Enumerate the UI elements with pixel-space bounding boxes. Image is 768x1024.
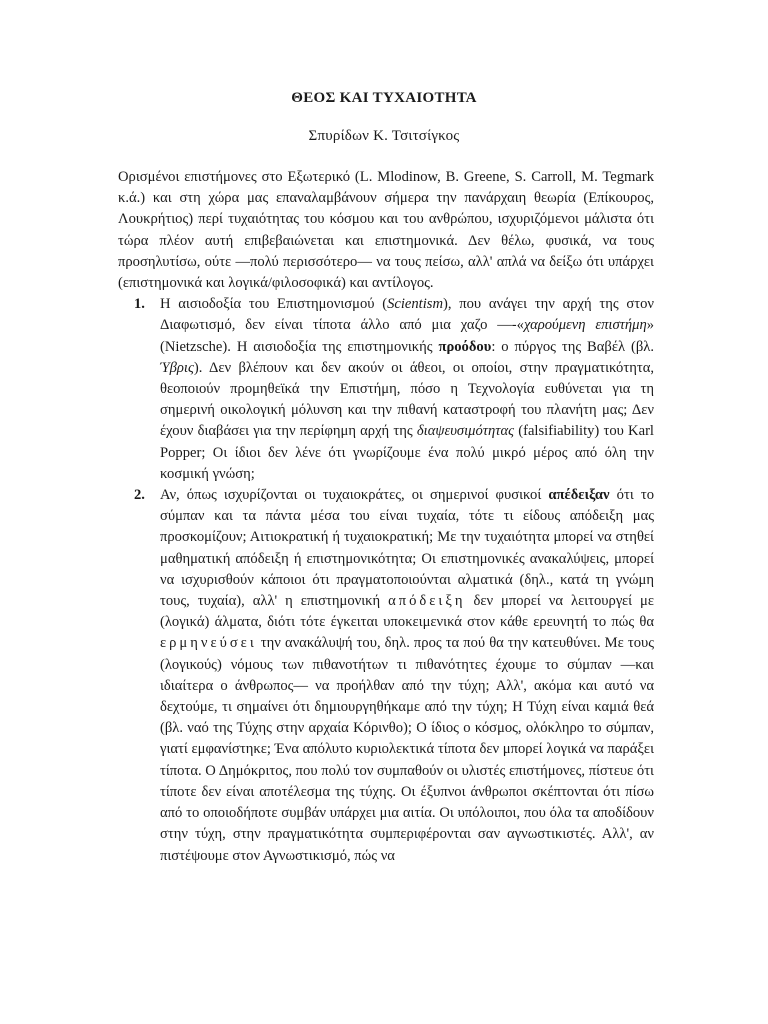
- interpret-spaced-term: ερμηνεύσει: [160, 635, 257, 652]
- point-2-text: την ανακάλυψή του, δηλ. προς τα πού θα την κατευθύνει. Με τους (λογικούς) νόμους των πιθανοτήτων τι πιθανότητες έχουμε το σύμπαν —και ιδιαίτερα ο άνθρωπος— να προήλθαν από την τύχη; Αλλ', ακόμα και αυτό να δεχτούμε, τι σημαίνει ότι δημιουργηθήκαμε από την τύχη; Η Τύχη είναι καμιά θεά (βλ. ναό της Τύχης στην αρχαία Κόρινθο); Ο ίδιος ο κόσμος, ολόκληρο το σύμπαν, γιατί εμφανίστηκε; Ένα απόλυτο κυριολεκτικά τίποτα δεν μπορεί λογικά να παράξει τίποτα. Ο Δημόκριτος, που πολύ τον συμπαθούν οι υλιστές επιστήμονες, πίστευε ότι τίποτε δεν είναι αποτέλεσμα της τύχης. Οι έξυπνοι άνθρωποι σκέπτονται ότι πίσω από το οποιοδήποτε συμβάν υπάρχει μια αιτία. Οι υπόλοιποι, που όλα τα αποδίδουν στην τύχη, στην πραγματικότητα συμπεριφέρονται σαν αγνωστικιστές. Αλλ', αν πιστέψουμε στον Αγνωστικισμό, πώς να: [160, 635, 654, 864]
- intro-paragraph: Ορισμένοι επιστήμονες στο Εξωτερικό (L. Mlodinow, B. Greene, S. Carroll, M. Tegmark κ.ά.) και στη χώρα μας επαναλαμβάνουν σήμερα την πανάρχαιη θεωρία (Επίκουρος, Λουκρήτιος) περί τυχαιότητας του κόσμου και του ανθρώπου, ισχυριζόμενοι μάλιστα ότι τώρα πλέον αυτή επιβεβαιώνεται και επιστημονικά. Δεν θέλω, φυσικά, να τους προσηλυτίσω, ούτε —πολύ περισσότερο— να τους πείσω, αλλ' απλά να δείξω ότι υπάρχει (επιστημονικά και λογικά/φιλοσοφικά) και αντίλογος.: [118, 169, 654, 292]
- numbered-points: [118, 294, 654, 866]
- scientism-term: Scientism: [387, 296, 444, 313]
- point-2-text: Αν, όπως ισχυρίζονται οι τυχαιοκράτες, οι σημερινοί φυσικοί: [160, 487, 549, 504]
- point-1-text: (falsifiability) του Karl Popper; Οι ίδιοι δεν λένε ότι γνωρίζουμε ένα πολύ μικρό μέρος από όλη την κοσμική γνώση;: [160, 423, 654, 482]
- point-1-text: Η αισιοδοξία του Επιστημονισμού (: [160, 296, 388, 313]
- point-2: [118, 485, 654, 867]
- point-1-text: ), που ανάγει την αρχή της στον Διαφωτισμό, δεν είναι τίποτα άλλο από μια χαζο —-«: [160, 296, 654, 334]
- progress-term: προόδου: [438, 338, 492, 355]
- point-2-text: δεν μπορεί να λειτουργεί με (λογικά) άλματα, διότι τότε έγκειται υποκειμενικά στον κάθε ερευνητή το πώς θα: [160, 593, 654, 631]
- point-number: 1.: [134, 296, 145, 313]
- point-1-text: » (Nietzsche). Η αισιοδοξία της επιστημονικής: [160, 317, 654, 355]
- point-1-text: ). Δεν βλέπουν και δεν ακούν οι άθεοι, οι οποίοι, στην πραγματικότητα, θεοποιούν προμηθεϊκά την Επιστήμη, πόσο η Τεχνολογία ευθύνεται για τη σημερινή οικολογική μόλυνση και την πιθανή καταστροφή του πλανήτη μας; Δεν έχουν διαβάσει για την περίφημη αρχή της: [160, 359, 654, 440]
- author-name: Σπυρίδων Κ. Τσιτσίγκος: [308, 128, 460, 144]
- proved-term: απέδειξαν: [548, 487, 610, 504]
- point-number: 2.: [134, 487, 145, 504]
- proof-spaced-term: απόδειξη: [388, 593, 466, 610]
- hybris-term: Ύβρις: [160, 359, 194, 376]
- article-body: [118, 167, 654, 867]
- falsifiability-term: διαψευσιμότητας: [416, 423, 515, 440]
- point-1: [118, 294, 654, 485]
- point-2-text: ότι το σύμπαν και τα πάντα μέσα του είναι τυχαία, τότε τι είδους απόδειξη μας προσκομίζουν; Αιτιοκρατική ή τυχαιοκρατική; Με την τυχαιότητα μπορεί να στηθεί μαθηματική απόδειξη ή επιστημονικότητα; Οι επιστημονικές ανακαλύψεις, μπορεί να ισχυρισθούν κάποιοι ότι πραγματοποιούνται αλματικά (δηλ., κατά τη γνώμη τους, τυχαία), αλλ' η επιστημονική: [160, 487, 654, 610]
- point-1-text: : ο πύργος της Βαβέλ (βλ.: [491, 338, 654, 355]
- happy-science-quote: χαρούμενη επιστήμη: [523, 317, 647, 334]
- document-title: ΘΕΟΣ ΚΑΙ ΤΥΧΑΙΟΤΗΤΑ: [291, 90, 477, 106]
